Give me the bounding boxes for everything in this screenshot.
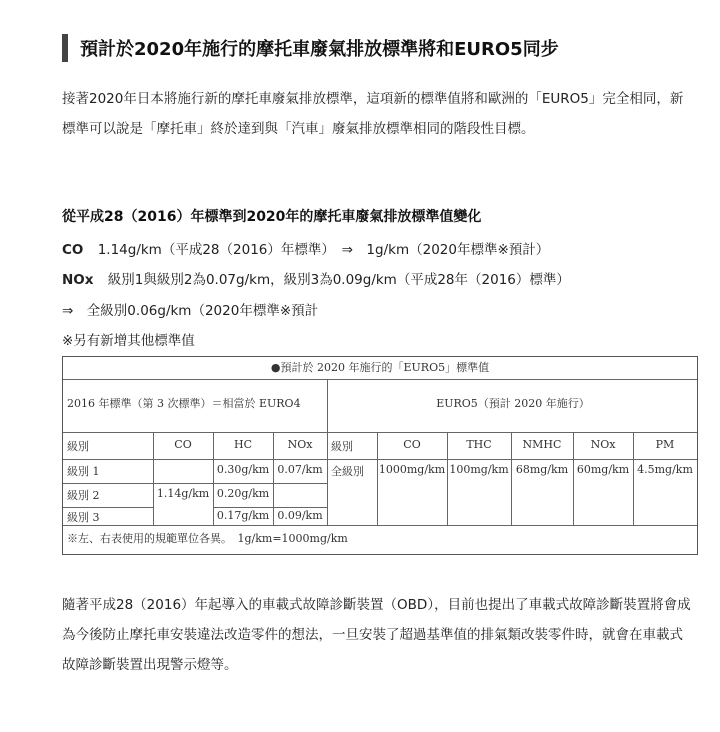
nox-label: NOx <box>62 272 94 288</box>
right-pm-value: 4.5mg/km <box>637 463 693 476</box>
hc-value: 0.20g/km <box>216 487 270 500</box>
article-title: 預計於2020年施行的摩托車廢氣排放標準將和EURO5同步 <box>80 39 559 60</box>
right-nmhc-value: 68mg/km <box>515 463 569 476</box>
right-thc-value: 100mg/km <box>449 463 509 476</box>
note-line: ※另有新增其他標準值 <box>62 333 195 349</box>
right-col-thc: THC <box>466 438 492 451</box>
right-row-level: 全級別 <box>331 465 364 478</box>
all-levels-line: ⇒ 全級別0.06g/km（2020年標準※預計 <box>62 303 319 319</box>
co-label: CO <box>62 242 84 258</box>
right-co-value: 1000mg/km <box>378 463 446 476</box>
co-text: 1.14g/km（平成28（2016）年標準） ⇒ 1g/km（2020年標準※預計） <box>97 242 550 258</box>
right-col-pm: PM <box>655 438 675 451</box>
changes-title: 從平成28（2016）年標準到2020年的摩托車廢氣排放標準值變化 <box>62 209 482 225</box>
nox-value: 0.07/km <box>277 463 323 476</box>
hc-value: 0.30g/km <box>216 463 270 476</box>
right-group-header: EURO5（預計 2020 年施行） <box>436 397 590 410</box>
table-caption: ●預計於 2020 年施行的「EURO5」標準值 <box>270 361 490 374</box>
right-col-co: CO <box>403 438 421 451</box>
hc-value: 0.17g/km <box>216 509 270 522</box>
left-col-nox: NOx <box>287 438 313 451</box>
right-col-nmhc: NMHC <box>522 438 562 451</box>
closing-paragraph: 隨著平成28（2016）年起導入的車載式故障診斷裝置（OBD），目前也提出了車載式故障診斷裝置將會成為今後防止摩托車安裝違法改造零件的想法，一旦安裝了超過基準值的排氣類改裝零件時，就會在車載式故障診斷裝置出現警示燈等。 <box>62 597 691 673</box>
table-row-level: 級別 1 <box>67 465 100 478</box>
right-col-nox: NOx <box>590 438 616 451</box>
co-merged-value: 1.14g/km <box>156 487 210 500</box>
left-col-hc: HC <box>233 438 252 451</box>
nox-text: 級別1與級別2為0.07g/km，級別3為0.09g/km（平成28年（2016）標準） <box>107 272 570 288</box>
table-row-level: 級別 2 <box>67 489 100 502</box>
left-group-header: 2016 年標準（第 3 次標準）＝相當於 EURO4 <box>67 397 301 410</box>
right-nox-value: 60mg/km <box>576 463 630 476</box>
nox-line <box>62 268 570 288</box>
table-row-level: 級別 3 <box>67 511 100 524</box>
co-line <box>62 238 549 258</box>
nox-value: 0.09/km <box>277 509 323 522</box>
title-accent-bar <box>62 34 68 62</box>
left-col-level: 級別 <box>67 440 89 453</box>
left-col-co: CO <box>174 438 192 451</box>
emission-standards-table <box>62 356 698 555</box>
right-col-level: 級別 <box>331 440 353 453</box>
intro-paragraph: 接著2020年日本將施行新的摩托車廢氣排放標準，這項新的標準值將和歐洲的「EURO5」完全相同，新標準可以說是「摩托車」終於達到與「汽車」廢氣排放標準相同的階段性目標。 <box>62 91 684 137</box>
table-footnote: ※左、右表使用的規範單位各異。 1g/km=1000mg/km <box>67 532 348 545</box>
